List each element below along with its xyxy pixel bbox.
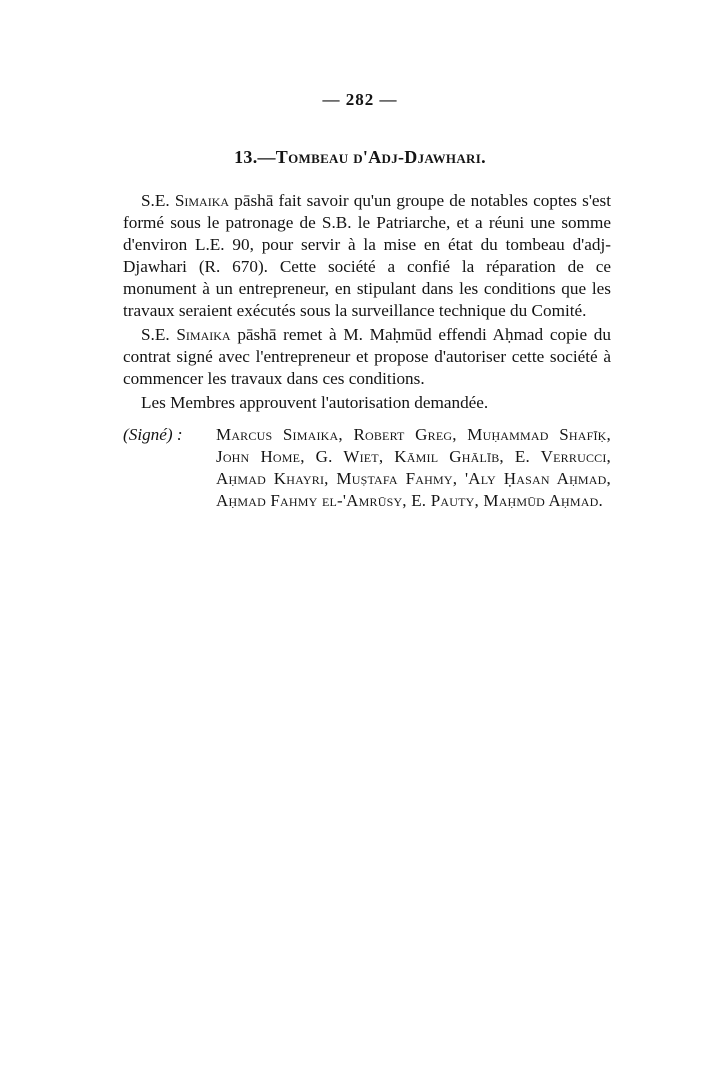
paragraph-3-text: Les Membres approuvent l'autorisation demandée. — [141, 393, 489, 412]
paragraph-1-name: Simaika — [174, 191, 230, 210]
paragraph-2-prefix: S.E. — [141, 325, 170, 344]
paragraph-2-name: Simaika — [176, 325, 231, 344]
paragraph-2 — [123, 324, 611, 390]
paragraph-1-text: pāshā fait savoir qu'un groupe de notables coptes s'est formé sous le patronage de S.B. le Patriarche, et a réuni une somme d'environ L.E. 90, pour servir à la mise en état du tombeau d'adj-Djawhari (R. 670). Cette société a confié la réparation de ce monument à un entrepreneur, en stipulant dans les conditions que les travaux seraient exécutés sous la surveillance technique du Comité. — [123, 191, 612, 320]
page-number: — 282 — — [322, 90, 398, 109]
signature-block — [123, 424, 611, 512]
signature-label-text: (Signé) : — [123, 425, 183, 444]
paragraph-1-prefix: S.E. — [141, 191, 170, 210]
signatory-names: Marcus Simaika, Robert Greg, Muḥammad Shafīḳ, John Home, G. Wiet, Kāmil Ghālīb, E. Verrucci, Aḥmad Khayri, Muṣtafa Fahmy, 'Aly Ḥasan Aḥmad, Aḥmad Fahmy el-'Amrūsy, E. Pauty, Maḥmūd Aḥmad. — [216, 425, 611, 510]
section-title: 13.—Tombeau d'Adj-Djawhari. — [234, 147, 486, 167]
paragraph-2-text: pāshā remet à M. Maḥmūd effendi Aḥmad copie du contrat signé avec l'entrepreneur et propose d'autoriser cette société à commencer les travaux dans ces conditions. — [123, 325, 611, 388]
document-body — [123, 190, 611, 512]
paragraph-1 — [123, 190, 611, 322]
paragraph-3 — [123, 392, 611, 414]
signature-label — [123, 424, 216, 446]
